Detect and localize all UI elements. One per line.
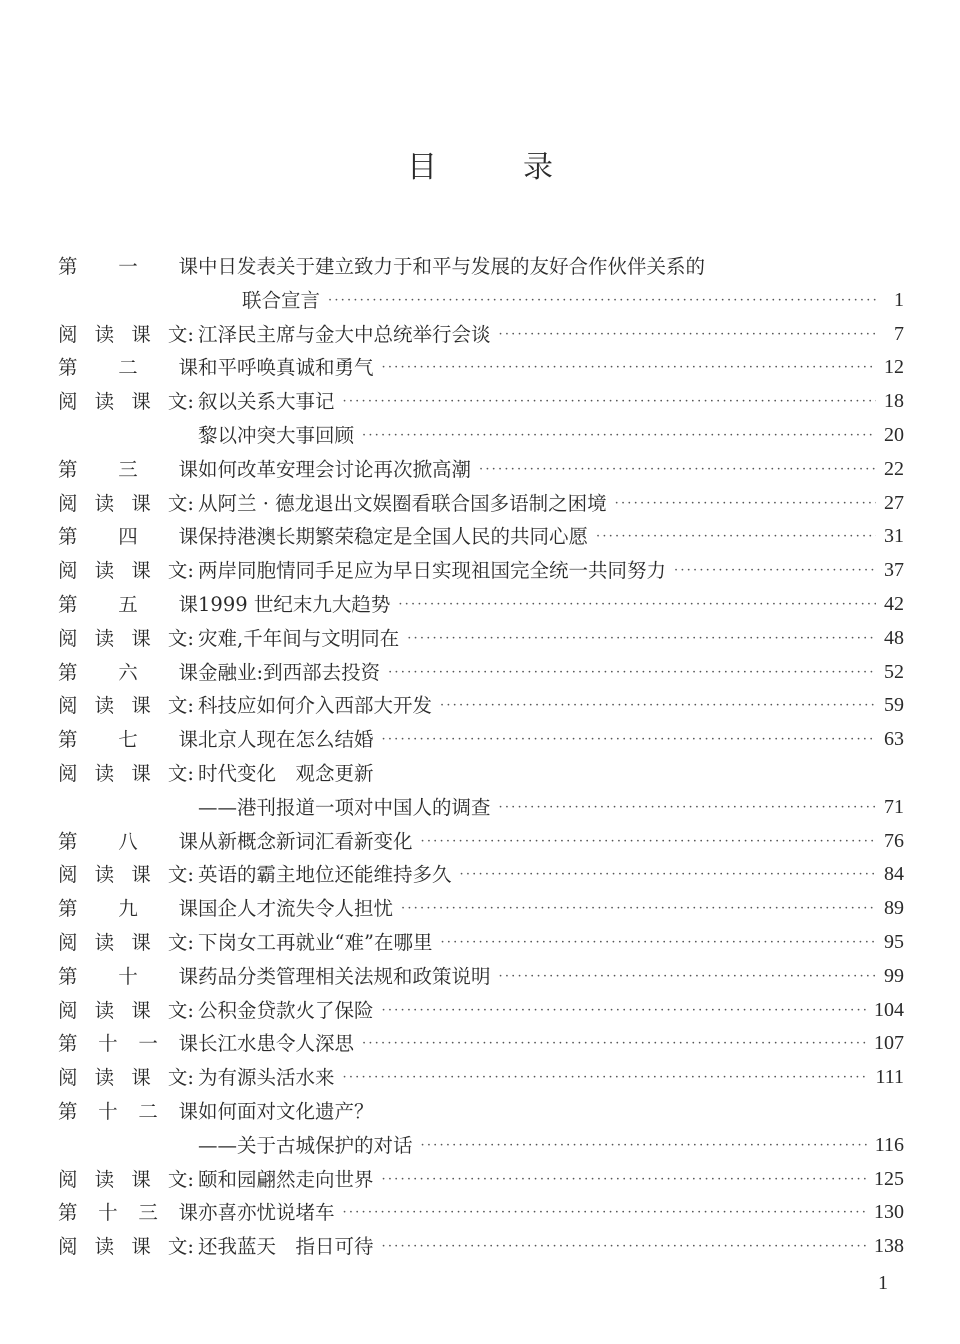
entry-page-number: 18 <box>884 390 904 413</box>
label-char: 课 <box>131 694 151 718</box>
label-char: 第 <box>58 829 78 853</box>
entry-title: 联合宣言 <box>242 288 321 312</box>
toc-entry[interactable] <box>58 351 904 385</box>
label-char: 课 <box>178 1201 198 1225</box>
entry-page-number: 89 <box>884 897 904 920</box>
label-char: 文: <box>167 559 194 583</box>
toc-entry[interactable] <box>58 622 904 656</box>
label-char: 文: <box>167 1066 194 1090</box>
label-char: 阅 <box>58 1235 78 1259</box>
label-char: 课 <box>131 559 151 583</box>
entry-label <box>58 757 194 791</box>
dot-leader <box>398 588 876 622</box>
entry-title: 时代变化 观念更新 <box>198 761 374 785</box>
label-char: 十 <box>98 1099 118 1123</box>
dot-leader <box>382 1230 868 1264</box>
toc-entry[interactable] <box>58 960 904 994</box>
entry-page-number: 27 <box>884 491 904 514</box>
entry-page-number: 42 <box>884 592 904 615</box>
label-char: 读 <box>94 863 115 887</box>
dot-leader <box>382 723 876 757</box>
toc-entry[interactable] <box>58 453 904 487</box>
label-char: 读 <box>94 930 115 954</box>
entry-page-number: 31 <box>884 525 904 548</box>
entry-title: 药品分类管理相关法规和政策说明 <box>198 964 491 988</box>
label-char: 阅 <box>58 491 78 515</box>
toc-entry[interactable] <box>58 656 904 690</box>
entry-page-number: 116 <box>874 1133 904 1156</box>
entry-label <box>58 994 194 1028</box>
dot-leader <box>343 1061 870 1095</box>
dot-leader <box>440 689 876 723</box>
label-char: 课 <box>178 829 198 853</box>
label-char: 课 <box>131 930 151 954</box>
entry-label <box>58 318 194 352</box>
label-char: 八 <box>118 829 138 853</box>
dot-leader <box>407 622 876 656</box>
label-char: 课 <box>178 457 198 481</box>
label-char: 读 <box>94 761 115 785</box>
entry-page-number: 125 <box>874 1167 904 1190</box>
dot-leader <box>382 994 868 1028</box>
label-char: 课 <box>131 761 151 785</box>
label-char: 文: <box>167 626 194 650</box>
dot-leader <box>388 656 876 690</box>
dot-leader <box>479 453 876 487</box>
entry-title: 从新概念新词汇看新变化 <box>198 829 413 853</box>
entry-page-number: 20 <box>884 423 904 446</box>
entry-page-number: 59 <box>884 694 904 717</box>
dot-leader <box>382 351 876 385</box>
entry-page-number: 37 <box>884 559 904 582</box>
entry-label <box>58 1027 198 1061</box>
entry-title: 叙以关系大事记 <box>198 390 335 414</box>
toc-entry[interactable] <box>58 1230 904 1264</box>
entry-page-number: 107 <box>874 1032 904 1055</box>
entry-title: 北京人现在怎么结婚 <box>198 728 374 752</box>
label-char: 阅 <box>58 322 78 346</box>
label-char: 读 <box>94 1167 115 1191</box>
label-char: 六 <box>118 660 138 684</box>
label-char: 读 <box>94 998 115 1022</box>
label-char: 阅 <box>58 998 78 1022</box>
label-char: 课 <box>131 1167 151 1191</box>
label-char: 阅 <box>58 390 78 414</box>
toc-entry[interactable] <box>58 419 904 453</box>
label-char: 读 <box>94 1235 115 1259</box>
toc-entry[interactable] <box>58 689 904 723</box>
dot-leader <box>362 1027 868 1061</box>
toc-entry[interactable] <box>58 1163 904 1197</box>
toc-entry[interactable] <box>58 791 904 825</box>
label-char: 阅 <box>58 930 78 954</box>
label-char: 三 <box>118 457 138 481</box>
toc-entry[interactable] <box>58 487 904 521</box>
page-number: 1 <box>878 1272 888 1294</box>
label-char: 第 <box>58 1032 78 1056</box>
toc-entry[interactable] <box>58 994 904 1028</box>
entry-title: ——关于古城保护的对话 <box>198 1133 413 1157</box>
label-char: 十 <box>118 964 138 988</box>
label-char: 阅 <box>58 626 78 650</box>
label-char: 读 <box>94 390 115 414</box>
entry-label <box>58 1196 198 1230</box>
label-char: 十 <box>98 1032 118 1056</box>
entry-title: 公积金贷款火了保险 <box>198 998 374 1022</box>
label-char: 文: <box>167 863 194 887</box>
dot-leader <box>596 520 876 554</box>
label-char: 读 <box>94 1066 115 1090</box>
label-char: 第 <box>58 1099 78 1123</box>
dot-leader <box>460 858 876 892</box>
dot-leader <box>343 385 876 419</box>
label-char: 课 <box>131 322 151 346</box>
entry-label <box>58 622 194 656</box>
dot-leader <box>343 1196 868 1230</box>
label-char: 九 <box>118 897 138 921</box>
toc-entry[interactable] <box>58 520 904 554</box>
label-char: 读 <box>94 694 115 718</box>
label-char: 五 <box>118 592 138 616</box>
dot-leader <box>382 1163 868 1197</box>
entry-label <box>58 250 198 284</box>
entry-title: 和平呼唤真诚和勇气 <box>198 356 374 380</box>
entry-label <box>58 453 198 487</box>
entry-page-number: 48 <box>884 626 904 649</box>
entry-page-number: 111 <box>875 1066 904 1089</box>
label-char: 课 <box>178 1032 198 1056</box>
entry-label <box>58 689 194 723</box>
entry-title: 保持港澳长期繁荣稳定是全国人民的共同心愿 <box>198 525 589 549</box>
label-char: 文: <box>167 1235 194 1259</box>
entry-title: 还我蓝天 指日可待 <box>198 1235 374 1259</box>
toc-entry[interactable] <box>58 858 904 892</box>
entry-title: 两岸同胞情同手足应为早日实现祖国完全统一共同努力 <box>198 559 667 583</box>
entry-page-number: 71 <box>884 795 904 818</box>
label-char: 读 <box>94 559 115 583</box>
label-char: 第 <box>58 525 78 549</box>
dot-leader <box>615 487 876 521</box>
entry-label <box>58 351 198 385</box>
label-char: 文: <box>167 322 194 346</box>
toc-entry[interactable] <box>58 554 904 588</box>
entry-page-number: 22 <box>884 457 904 480</box>
label-char: 读 <box>94 322 115 346</box>
label-char: 阅 <box>58 559 78 583</box>
label-char: 课 <box>131 863 151 887</box>
label-char: 课 <box>131 390 151 414</box>
entry-page-number: 138 <box>874 1235 904 1258</box>
entry-label <box>58 858 194 892</box>
entry-page-number: 104 <box>874 998 904 1021</box>
entry-page-number: 63 <box>884 728 904 751</box>
label-char: 第 <box>58 592 78 616</box>
toc-entry[interactable] <box>58 250 904 284</box>
entry-title: 如何改革安理会讨论再次掀高潮 <box>198 457 472 481</box>
toc-entry[interactable] <box>58 1061 904 1095</box>
label-char: 四 <box>118 525 138 549</box>
toc-entry[interactable] <box>58 284 904 318</box>
title-char-left: 目 <box>407 150 437 185</box>
entry-label <box>58 1061 194 1095</box>
dot-leader <box>421 1129 869 1163</box>
label-char: 文: <box>167 390 194 414</box>
label-char: 第 <box>58 964 78 988</box>
entry-label <box>58 723 198 757</box>
label-char: 读 <box>94 491 115 515</box>
label-char: 文: <box>167 491 194 515</box>
label-char: 一 <box>118 255 138 278</box>
dot-leader <box>499 318 876 352</box>
label-char: 课 <box>178 1099 198 1123</box>
toc-entry[interactable] <box>58 1196 904 1230</box>
entry-label <box>58 656 198 690</box>
entry-title: 黎以冲突大事回顾 <box>198 423 355 447</box>
entry-title: 金融业:到西部去投资 <box>198 660 381 684</box>
label-char: 二 <box>118 356 138 380</box>
toc-entry[interactable] <box>58 825 904 859</box>
entry-page-number: 130 <box>874 1201 904 1224</box>
entry-label <box>58 588 198 622</box>
label-char: 阅 <box>58 761 78 785</box>
entry-page-number: 95 <box>884 930 904 953</box>
dot-leader <box>401 892 876 926</box>
toc-entry[interactable] <box>58 588 904 622</box>
label-char: 阅 <box>58 1066 78 1090</box>
toc-entry[interactable] <box>58 892 904 926</box>
entry-title: 江泽民主席与金大中总统举行会谈 <box>198 322 491 346</box>
label-char: 二 <box>138 1099 158 1123</box>
label-char: 第 <box>58 356 78 380</box>
entry-label <box>58 1230 194 1264</box>
toc-entry[interactable] <box>58 1095 904 1129</box>
entry-label <box>58 487 194 521</box>
entry-title: 如何面对文化遗产？ <box>198 1099 374 1123</box>
entry-title: 灾难,千年间与文明同在 <box>198 626 400 650</box>
toc-entry[interactable] <box>58 1027 904 1061</box>
label-char: 第 <box>58 1201 78 1225</box>
entry-label <box>58 520 198 554</box>
label-char: 课 <box>131 491 151 515</box>
entry-label <box>58 825 198 859</box>
dot-leader <box>499 960 876 994</box>
dot-leader <box>362 419 876 453</box>
entry-title: 颐和园翩然走向世界 <box>198 1167 374 1191</box>
entry-page-number: 99 <box>884 964 904 987</box>
label-char: 第 <box>58 255 78 278</box>
entry-label <box>58 1095 198 1129</box>
entry-title: 科技应如何介入西部大开发 <box>198 694 433 718</box>
label-char: 课 <box>178 964 198 988</box>
dot-leader <box>440 926 876 960</box>
entry-label <box>58 554 194 588</box>
label-char: 课 <box>178 255 198 278</box>
toc-entry[interactable] <box>58 385 904 419</box>
entry-label <box>58 1163 194 1197</box>
entry-page-number: 12 <box>884 356 904 379</box>
entry-page-number: 7 <box>894 322 904 345</box>
entry-label <box>58 385 194 419</box>
label-char: 阅 <box>58 694 78 718</box>
entry-title: 国企人才流失令人担忧 <box>198 897 394 921</box>
table-of-contents <box>58 250 904 1264</box>
label-char: 课 <box>178 660 198 684</box>
label-char: 第 <box>58 457 78 481</box>
label-char: 课 <box>178 897 198 921</box>
entry-label <box>58 892 198 926</box>
entry-title: 下岗女工再就业“难”在哪里 <box>198 930 433 954</box>
dot-leader <box>499 791 876 825</box>
label-char: 文: <box>167 930 194 954</box>
label-char: 第 <box>58 728 78 752</box>
entry-title: 中日发表关于建立致力于和平与发展的友好合作伙伴关系的 <box>198 255 706 278</box>
label-char: 文: <box>167 1167 194 1191</box>
label-char: 第 <box>58 897 78 921</box>
dot-leader <box>328 284 876 318</box>
label-char: 课 <box>178 592 198 616</box>
entry-title: 从阿兰 · 德龙退出文娱圈看联合国多语制之困境 <box>198 491 607 515</box>
entry-page-number: 76 <box>884 829 904 852</box>
entry-page-number: 84 <box>884 863 904 886</box>
toc-entry[interactable] <box>58 318 904 352</box>
entry-title: 长江水患令人深思 <box>198 1032 355 1056</box>
entry-title: 为有源头活水来 <box>198 1066 335 1090</box>
label-char: 课 <box>131 1066 151 1090</box>
toc-entry[interactable] <box>58 1129 904 1163</box>
entry-title: 英语的霸主地位还能维持多久 <box>198 863 452 887</box>
label-char: 课 <box>131 626 151 650</box>
toc-entry[interactable] <box>58 723 904 757</box>
entry-page-number: 52 <box>884 660 904 683</box>
title-char-right: 录 <box>523 150 553 185</box>
entry-title: ——港刊报道一项对中国人的调查 <box>198 795 491 819</box>
label-char: 三 <box>138 1201 158 1225</box>
entry-title: 1999 世纪末九大趋势 <box>198 592 391 616</box>
label-char: 课 <box>131 1235 151 1259</box>
toc-entry[interactable] <box>58 757 904 791</box>
label-char: 课 <box>131 998 151 1022</box>
label-char: 文: <box>167 761 194 785</box>
label-char: 第 <box>58 660 78 684</box>
entry-page-number: 1 <box>894 288 904 311</box>
toc-entry[interactable] <box>58 926 904 960</box>
label-char: 课 <box>178 356 198 380</box>
label-char: 读 <box>94 626 115 650</box>
label-char: 课 <box>178 728 198 752</box>
label-char: 十 <box>98 1201 118 1225</box>
dot-leader <box>674 554 876 588</box>
dot-leader <box>421 825 876 859</box>
label-char: 课 <box>178 525 198 549</box>
entry-label <box>58 960 198 994</box>
label-char: 阅 <box>58 863 78 887</box>
entry-label <box>58 926 194 960</box>
label-char: 七 <box>118 728 138 752</box>
entry-title: 亦喜亦忧说堵车 <box>198 1201 335 1225</box>
label-char: 文: <box>167 998 194 1022</box>
label-char: 一 <box>138 1032 158 1056</box>
label-char: 阅 <box>58 1167 78 1191</box>
label-char: 文: <box>167 694 194 718</box>
page-title <box>0 142 960 186</box>
